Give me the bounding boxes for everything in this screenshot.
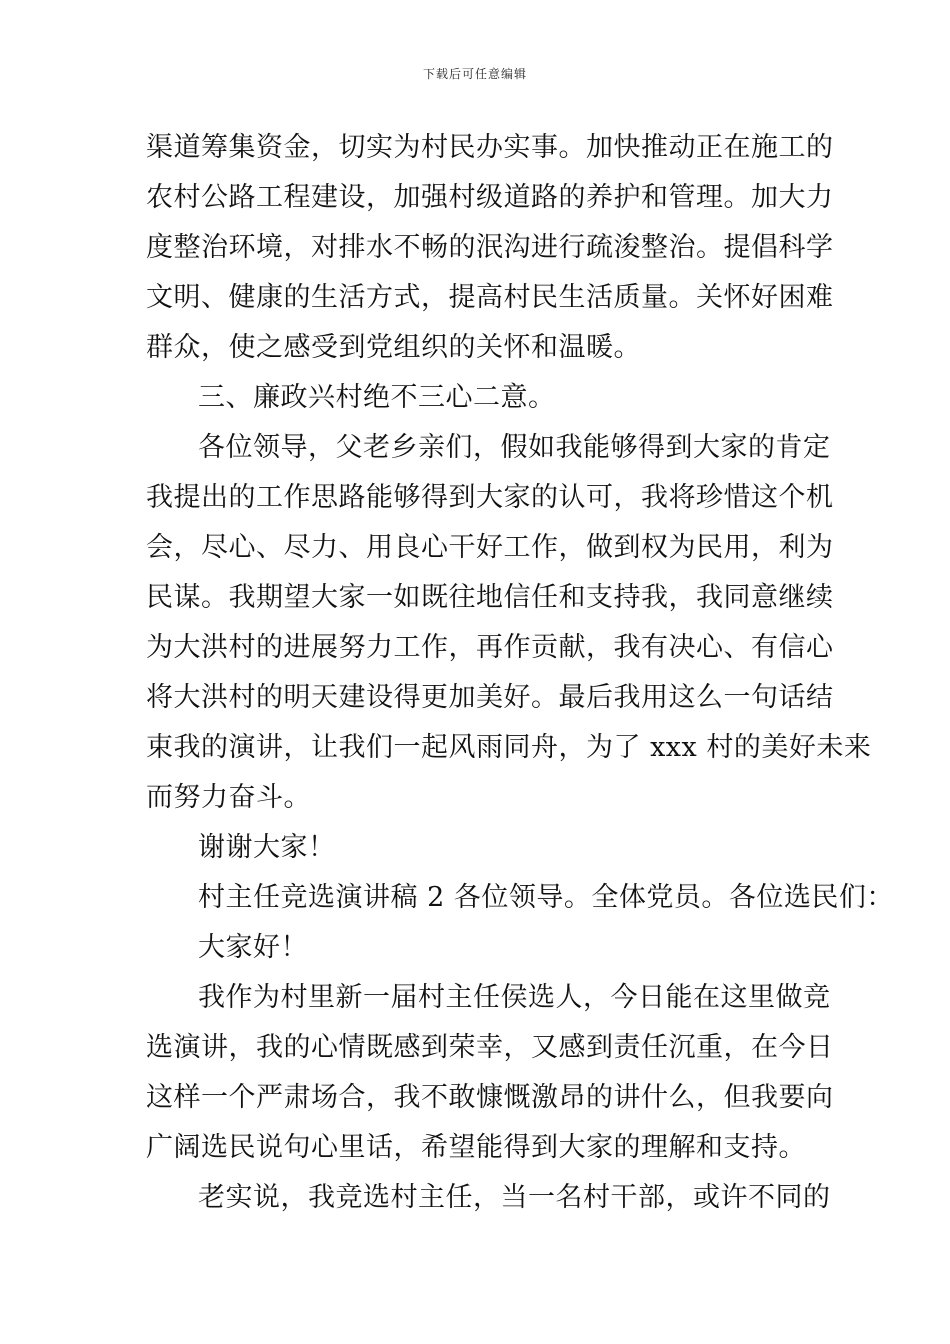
- section-heading: 三、廉政兴村绝不三心二意。: [198, 382, 556, 413]
- paragraph-start: 各位领导，父老乡亲们，假如我能够得到大家的肯定: [198, 432, 831, 463]
- text-line: 我提出的工作思路能够得到大家的认可，我将珍惜这个机: [146, 482, 834, 513]
- text-line: 为大洪村的进展努力工作，再作贡献，我有决心、有信心: [146, 632, 834, 663]
- text-line: 将大洪村的明天建设得更加美好。最后我用这么一句话结: [146, 682, 834, 713]
- text-line: 广阔选民说句心里话，希望能得到大家的理解和支持。: [146, 1132, 806, 1163]
- paragraph-start: 我作为村里新一届村主任侯选人，今日能在这里做竞: [198, 982, 831, 1013]
- greeting: 大家好！: [198, 932, 308, 963]
- text-line: 渠道筹集资金，切实为村民办实事。加快推动正在施工的: [146, 132, 834, 163]
- text-line: 文明、健康的生活方式，提高村民生活质量。关怀好困难: [146, 282, 834, 313]
- text-line: 群众，使之感受到党组织的关怀和温暖。: [146, 332, 641, 363]
- text-line: 选演讲，我的心情既感到荣幸，又感到责任沉重，在今日: [146, 1032, 834, 1063]
- paragraph-start: 老实说，我竞选村主任，当一名村干部，或许不同的: [198, 1182, 831, 1213]
- text-line: 度整治环境，对排水不畅的泯沟进行疏浚整治。提倡科学: [146, 232, 834, 263]
- text-line: 这样一个严肃场合，我不敢慷慨激昂的讲什么，但我要向: [146, 1082, 834, 1113]
- text-line: 而努力奋斗。: [146, 782, 311, 813]
- text-line: 会，尽心、尽力、用良心干好工作，做到权为民用，利为: [146, 532, 834, 563]
- closing-thanks: 谢谢大家！: [198, 832, 336, 863]
- document-body: [146, 123, 894, 1223]
- text-line: 农村公路工程建设，加强村级道路的养护和管理。加大力: [146, 182, 834, 213]
- text-line: 束我的演讲，让我们一起风雨同舟，为了 xxx 村的美好未来: [146, 732, 872, 763]
- speech-title-line: 村主任竞选演讲稿 2 各位领导。全体党员。各位选民们：: [198, 882, 894, 913]
- text-line: 民谋。我期望大家一如既往地信任和支持我，我同意继续: [146, 582, 834, 613]
- page-header: 下载后可任意编辑: [422, 67, 527, 81]
